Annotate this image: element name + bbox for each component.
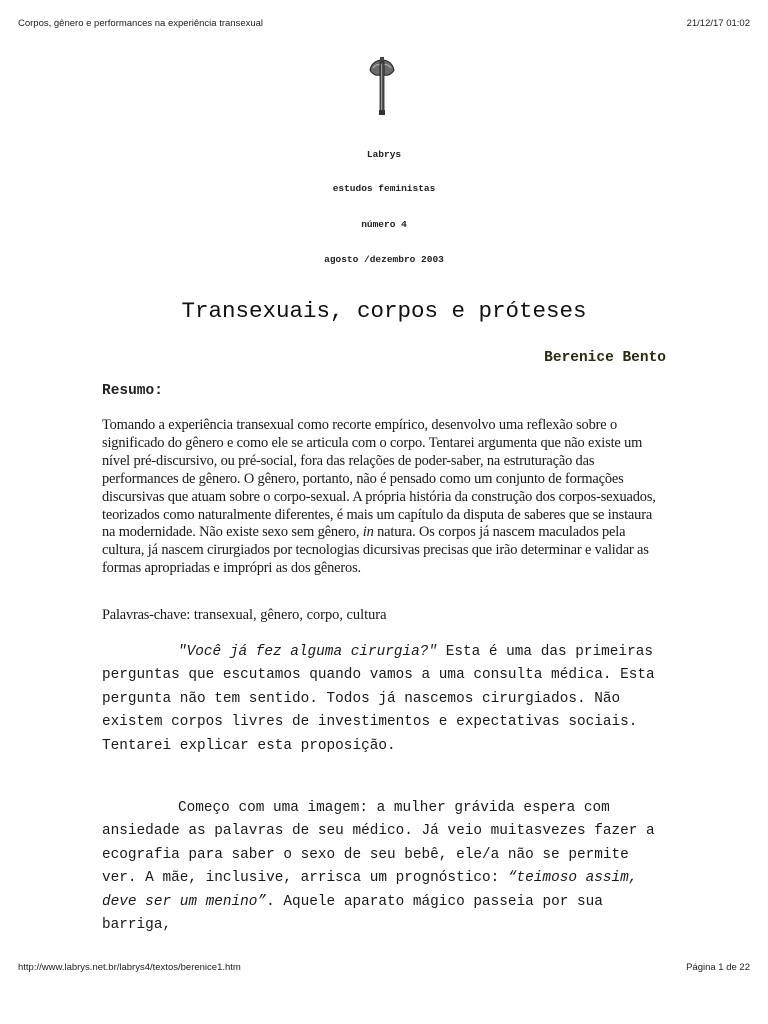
abstract-text [102,417,668,578]
abstract-body: Tomando a experiência transexual como recorte empírico, desenvolvo uma reflexão sobre o significado do gênero e como ele se articula com o corpo. Tentarei argumenta que não existe um nível pré-discursivo, ou pré-social, fora das relações de poder-saber, na estruturação das performances de gênero. O gênero, portanto, não é pensado como um conjunto de formações discursivas que atuam sobre o corpo-sexual. A própria história da construção dos corpos-sexuados, teorizados como naturalmente diferentes, é mais um capítulo da disputa de saberes que se instaura na modernidade. Não existe sexo sem gênero, [102,417,656,541]
p2-start: Começo com uma imagem: a mulher grávida espera com ansiedade as palavras de seu médico. Já veio muitasvezes fazer a ecografia para saber o sexo de seu bebê, ele/a não se permite ver. A mãe, inclusive, arrisca um prognóstico: [102,800,655,887]
journal-subtitle: estudos feministas [332,183,436,194]
body-paragraph-1 [102,641,668,758]
keywords-label: Palavras-chave [102,607,187,623]
keywords [102,607,668,624]
keywords-list: : transexual, gênero, corpo, cultura [186,607,387,623]
p2-quote: “teimoso assim, deve ser um menino” [102,870,638,910]
journal-issue: número 4 [361,219,407,230]
page-number: Página 1 de 22 [686,962,750,973]
print-footer [18,962,750,973]
abstract-in: in [362,524,374,541]
p1-rest: Esta é uma das primeiras perguntas que escutamos quando vamos a uma consulta médica. Esta pergunta não tem sentido. Todos já nascemos cirurgiados. Não existem corpos livres de investimentos e expectativas sociais. Tentarei explicar esta proposição. [102,644,655,754]
print-header [18,18,750,29]
page-header-datetime: 21/12/17 01:02 [686,18,750,29]
journal-name: Labrys [366,149,402,160]
page-header-title: Corpos, gênero e performances na experiência transexual [18,18,264,29]
article-title: Transexuais, corpos e próteses [181,298,587,324]
body-paragraph-2 [102,797,668,937]
article-author: Berenice Bento [544,350,666,366]
journal-date: agosto /dezembro 2003 [324,254,444,265]
p1-quote: "Você já fez alguma cirurgia?" [178,644,438,660]
abstract-end: natura. Os corpos já nascem maculados pela cultura, já nascem cirurgiados por tecnologias dicursivas precisas que irão determinar e validar as formas apropriadas e imprópri as dos gêneros. [102,524,649,577]
labrys-axe-icon [368,56,396,118]
p2-end: . Aquele aparato mágico passeia por sua barriga, [102,893,603,934]
abstract-heading: Resumo: [102,383,163,399]
page-url: http://www.labrys.net.br/labrys4/textos/berenice1.htm [18,962,241,973]
